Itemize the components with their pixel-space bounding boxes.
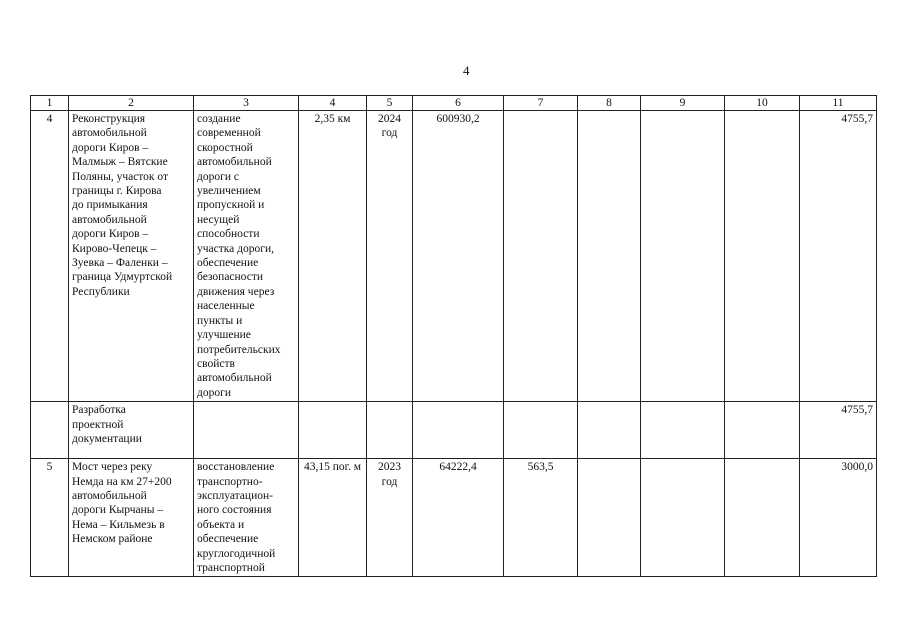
object-name: Реконструкция автомобильной дороги Киров – Малмыж – Вятские Поляны, участок от границы г. Кирова до примыкания автомобильной дороги Киров – Кирово-Чепецк – Зуевка – Фаленки – граница Удмуртской Республики (69, 111, 194, 402)
col8-value (578, 402, 641, 459)
col10-value (725, 111, 800, 402)
data-table (30, 95, 877, 577)
col7-value (504, 111, 578, 402)
table-row (31, 111, 877, 402)
cost-value: 64222,4 (413, 459, 504, 577)
table-header-row (31, 96, 877, 111)
col11-value: 4755,7 (800, 111, 877, 402)
object-length (299, 402, 367, 459)
header-cell: 2 (69, 96, 194, 111)
col9-value (641, 111, 725, 402)
header-cell: 3 (194, 96, 299, 111)
col7-value (504, 402, 578, 459)
col8-value (578, 459, 641, 577)
col10-value (725, 402, 800, 459)
header-cell: 10 (725, 96, 800, 111)
header-cell: 5 (367, 96, 413, 111)
header-cell: 11 (800, 96, 877, 111)
header-cell: 6 (413, 96, 504, 111)
object-name: Мост через реку Немда на км 27+200 автомобильной дороги Кырчаны – Нема – Кильмезь в Немском районе (69, 459, 194, 577)
object-length: 2,35 км (299, 111, 367, 402)
object-purpose: создание современной скоростной автомобильной дороги с увеличением пропускной и несущей способности участка дороги, обеспечение безопасности движения через населенные пункты и улучшение потребительских свойств автомобильной дороги (194, 111, 299, 402)
col9-value (641, 402, 725, 459)
completion-year: 2024 год (367, 111, 413, 402)
col9-value (641, 459, 725, 577)
object-length: 43,15 пог. м (299, 459, 367, 577)
row-number (31, 402, 69, 459)
row-number: 5 (31, 459, 69, 577)
table-row (31, 459, 877, 577)
cost-value (413, 402, 504, 459)
header-cell: 8 (578, 96, 641, 111)
header-cell: 4 (299, 96, 367, 111)
row-number: 4 (31, 111, 69, 402)
col11-value: 3000,0 (800, 459, 877, 577)
cost-value: 600930,2 (413, 111, 504, 402)
object-purpose: восстановление транспортно- эксплуатацион- ного состояния объекта и обеспечение круглогодичной транспортной (194, 459, 299, 577)
col8-value (578, 111, 641, 402)
object-name: Разработка проектной документации (69, 402, 194, 459)
col10-value (725, 459, 800, 577)
page-number: 4 (463, 63, 470, 78)
col7-value: 563,5 (504, 459, 578, 577)
header-cell: 9 (641, 96, 725, 111)
col11-value: 4755,7 (800, 402, 877, 459)
header-cell: 7 (504, 96, 578, 111)
object-purpose (194, 402, 299, 459)
header-cell: 1 (31, 96, 69, 111)
completion-year: 2023 год (367, 459, 413, 577)
completion-year (367, 402, 413, 459)
table-row (31, 402, 877, 459)
